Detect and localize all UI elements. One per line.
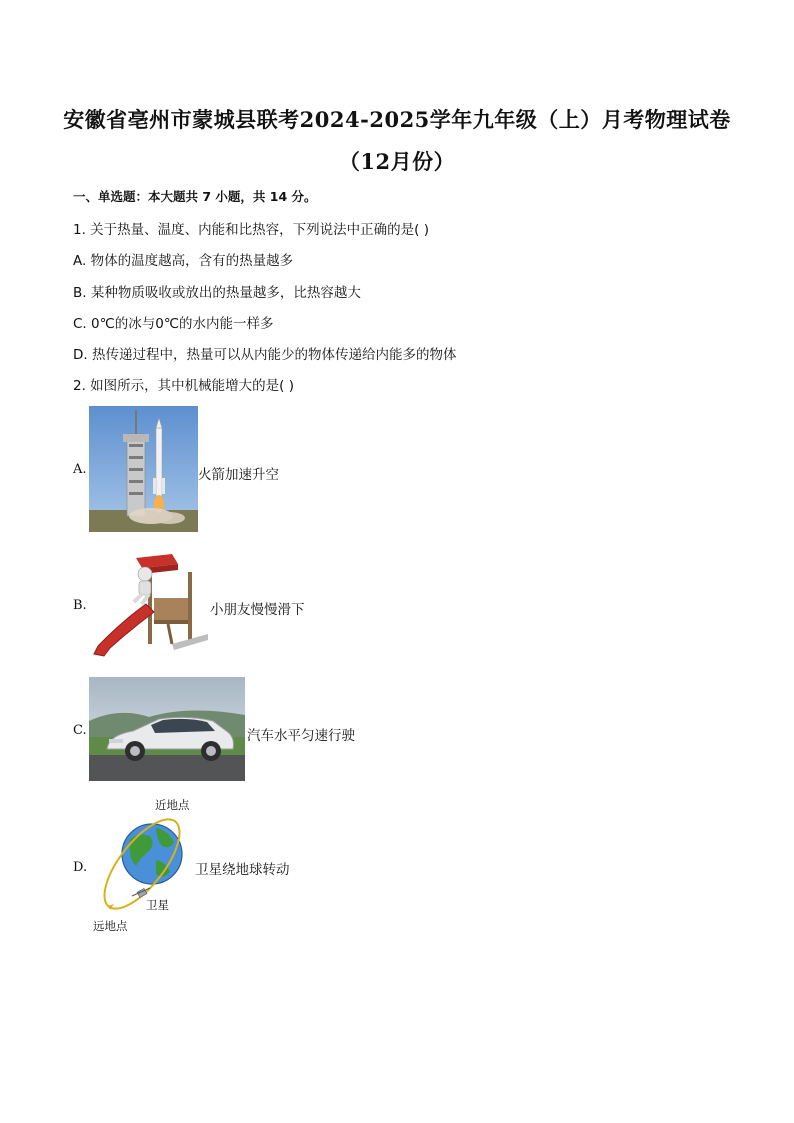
question-1-option-a: A. 物体的温度越高，含有的热量越多	[73, 253, 294, 269]
exam-title: 安徽省亳州市蒙城县联考2024-2025学年九年级（上）月考物理试卷	[63, 107, 731, 132]
option-b-letter: B.	[73, 598, 87, 613]
apogee-label: 远地点	[93, 919, 128, 933]
satellite-label: 卫星	[146, 898, 169, 912]
option-c-letter: C.	[73, 723, 87, 738]
section-heading: 一、单选题：本大题共 7 小题，共 14 分。	[73, 189, 317, 204]
car-photo	[89, 677, 245, 781]
option-d-letter: D.	[73, 860, 88, 875]
satellite-orbit-diagram	[100, 810, 190, 920]
question-1-stem: 1. 关于热量、温度、内能和比热容，下列说法中正确的是( )	[73, 222, 429, 238]
question-1-option-c: C. 0℃的冰与0℃的水内能一样多	[73, 316, 274, 332]
question-1-option-b: B. 某种物质吸收或放出的热量越多，比热容越大	[73, 285, 361, 301]
option-c-caption: 汽车水平匀速行驶	[247, 728, 355, 744]
option-a-caption: 火箭加速升空	[198, 467, 279, 483]
option-b-caption: 小朋友慢慢滑下	[210, 602, 305, 618]
rocket-launch-photo	[89, 406, 198, 532]
option-a-letter: A.	[73, 462, 87, 477]
playground-slide-photo	[90, 550, 208, 660]
exam-subtitle: （12月份）	[338, 149, 456, 174]
perigee-label: 近地点	[155, 798, 190, 812]
question-2-stem: 2. 如图所示，其中机械能增大的是( )	[73, 378, 294, 394]
question-1-option-d: D. 热传递过程中，热量可以从内能少的物体传递给内能多的物体	[73, 347, 457, 363]
option-d-caption: 卫星绕地球转动	[195, 862, 290, 878]
